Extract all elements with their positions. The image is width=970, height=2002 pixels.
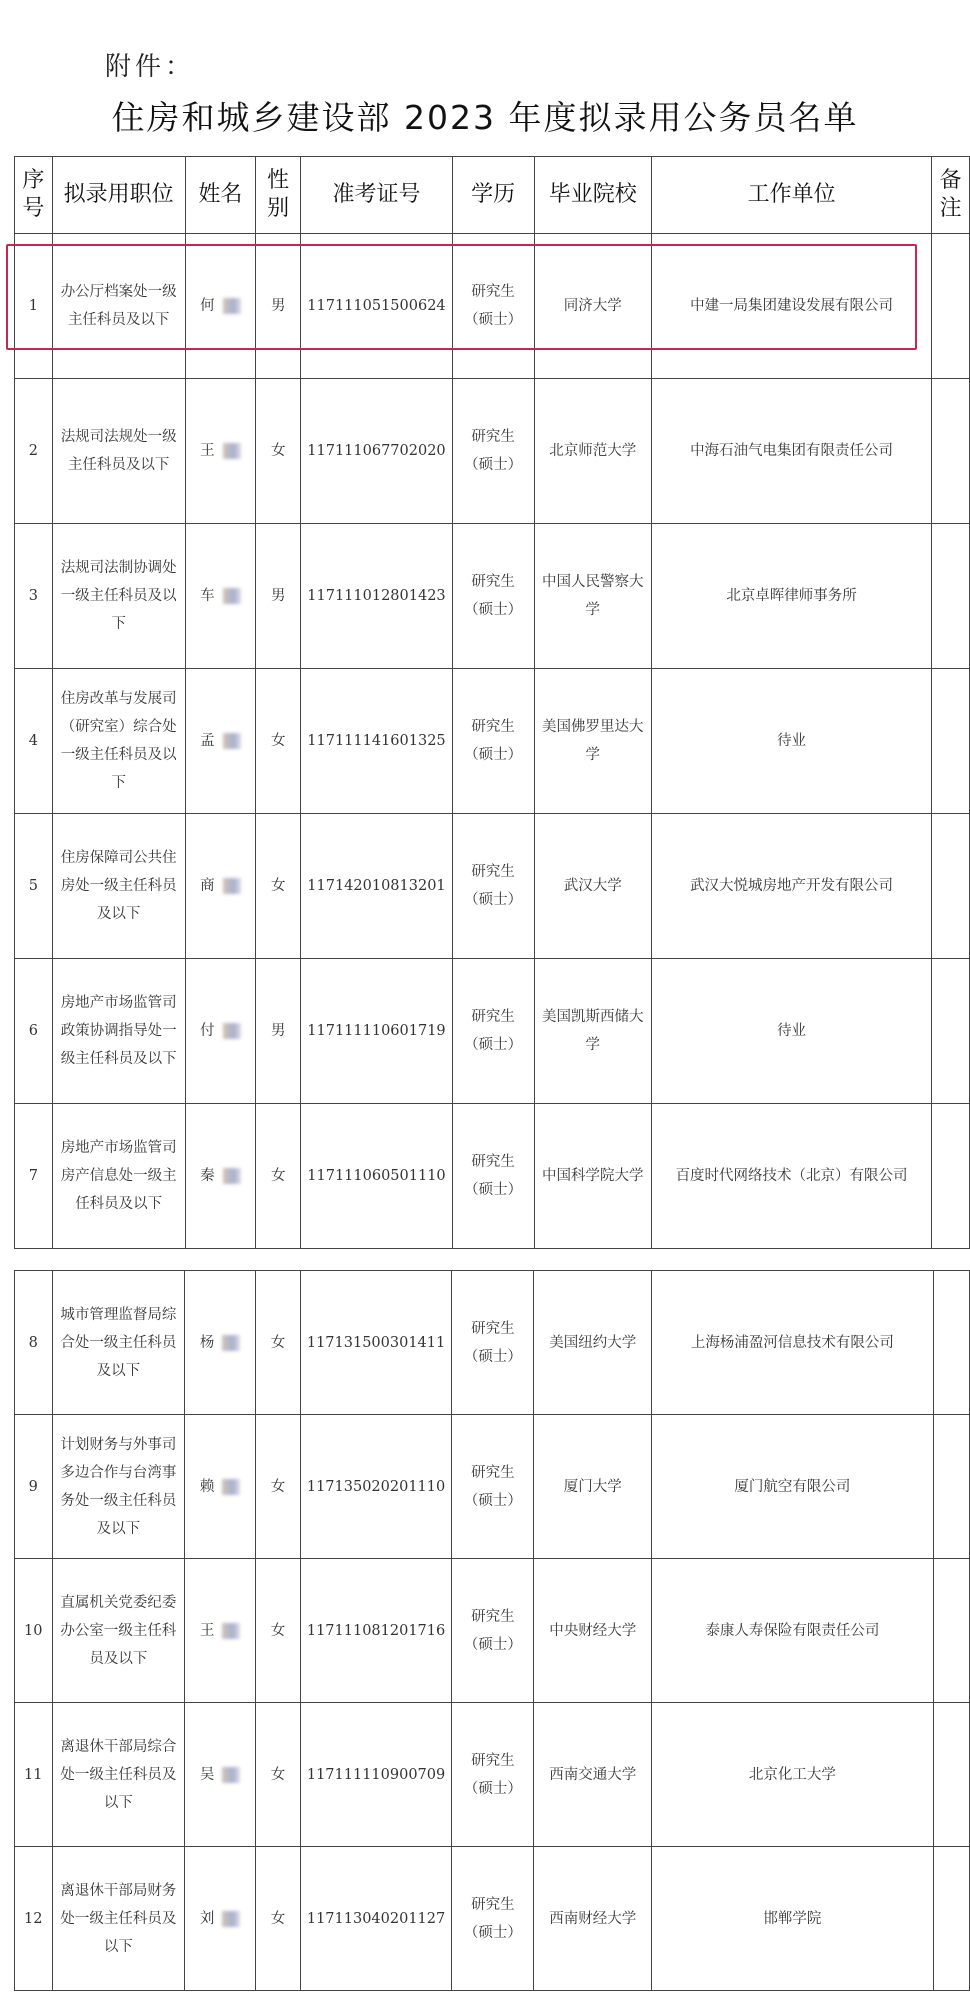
redacted-name-mosaic <box>222 1767 240 1783</box>
row-position-text: 法规司法规处一级主任科员及以下 <box>60 429 177 473</box>
row-school-text: 武汉大学 <box>563 878 622 894</box>
row-sex <box>256 234 301 379</box>
header-unit: 工作单位 <box>651 157 931 234</box>
roster-table-top <box>14 156 970 1249</box>
row-exam-id <box>300 1703 451 1847</box>
row-sex-text: 女 <box>270 443 286 459</box>
page-title: 住房和城乡建设部 2023 年度拟录用公务员名单 <box>111 98 859 137</box>
row-no-text: 3 <box>28 588 38 604</box>
row-sex-text: 男 <box>270 588 286 604</box>
row-position <box>52 1847 185 1991</box>
row-name <box>185 1847 256 1991</box>
row-education-text: 研究生（硕士） <box>464 1154 523 1198</box>
row-education <box>452 959 534 1104</box>
header-position: 拟录用职位 <box>52 157 185 234</box>
row-school-text: 中国人民警察大学 <box>542 574 644 618</box>
row-exam-id-text: 117135020201110 <box>306 1478 446 1495</box>
row-unit <box>651 524 931 669</box>
row-unit-text: 上海杨浦盈河信息技术有限公司 <box>690 1334 894 1351</box>
row-position <box>52 1559 185 1703</box>
redacted-name-mosaic <box>222 1623 240 1639</box>
row-exam-id <box>301 524 452 669</box>
row-no-text: 12 <box>24 1910 43 1927</box>
header-no-text: 序号 <box>22 168 45 221</box>
row-sex-text: 女 <box>270 733 286 749</box>
row-no <box>15 814 53 959</box>
row-no <box>15 669 53 814</box>
header-no <box>15 157 53 234</box>
row-position <box>52 379 185 524</box>
row-position-text: 房地产市场监管司政策协调指导处一级主任科员及以下 <box>60 995 177 1067</box>
row-education-text: 研究生（硕士） <box>464 284 523 328</box>
header-education: 学历 <box>452 157 534 234</box>
row-sex-text: 女 <box>270 1334 286 1351</box>
row-note <box>932 1104 970 1249</box>
row-education-text: 研究生（硕士） <box>463 1608 522 1653</box>
row-note <box>932 669 970 814</box>
row-unit <box>651 234 931 379</box>
roster-table-bottom <box>14 1270 970 1991</box>
row-education <box>452 379 534 524</box>
row-unit-text: 北京卓晖律师事务所 <box>726 588 857 604</box>
row-unit <box>652 1271 933 1415</box>
table-header-row <box>15 157 970 234</box>
row-school-text: 中央财经大学 <box>549 1622 637 1639</box>
row-name <box>185 1104 256 1249</box>
table-row <box>15 1559 970 1703</box>
row-school <box>534 379 651 524</box>
row-unit <box>651 814 931 959</box>
row-no-text: 2 <box>28 443 38 459</box>
row-no-text: 9 <box>28 1478 38 1495</box>
row-position <box>52 1703 185 1847</box>
row-note <box>932 379 970 524</box>
row-school-text: 厦门大学 <box>563 1478 622 1495</box>
row-sex-text: 女 <box>270 1478 286 1495</box>
row-note <box>932 959 970 1104</box>
header-exam-id: 准考证号 <box>301 157 452 234</box>
row-school-text: 美国纽约大学 <box>549 1334 637 1351</box>
row-education <box>452 1104 534 1249</box>
redacted-name-mosaic <box>223 443 241 459</box>
row-sex <box>256 814 301 959</box>
row-name <box>185 814 256 959</box>
row-note <box>932 234 970 379</box>
row-unit <box>651 1104 931 1249</box>
row-school-text: 美国佛罗里达大学 <box>542 719 644 763</box>
header-school: 毕业院校 <box>534 157 651 234</box>
row-education <box>452 1271 534 1415</box>
row-no <box>15 1104 53 1249</box>
row-unit <box>652 1847 933 1991</box>
row-position <box>52 524 185 669</box>
row-name-text: 刘 <box>199 1910 215 1927</box>
row-exam-id <box>301 379 452 524</box>
row-name-text: 车 <box>200 588 215 604</box>
row-unit <box>651 669 931 814</box>
table-row <box>15 524 970 669</box>
row-position-text: 城市管理监督局综合处一级主任科员及以下 <box>60 1306 177 1379</box>
row-school <box>534 1703 652 1847</box>
redacted-name-mosaic <box>223 878 241 894</box>
row-sex-text: 女 <box>270 1622 286 1639</box>
row-position-text: 住房保障司公共住房处一级主任科员及以下 <box>60 850 177 922</box>
table-row <box>15 1703 970 1847</box>
row-name <box>185 1559 256 1703</box>
row-exam-id-text: 117111110900709 <box>306 1766 446 1783</box>
table-row <box>15 959 970 1104</box>
row-name-text: 王 <box>200 443 215 459</box>
row-no <box>15 524 53 669</box>
row-education-text: 研究生（硕士） <box>463 1320 522 1365</box>
row-position <box>52 814 185 959</box>
row-school <box>534 1271 652 1415</box>
row-sex <box>256 524 301 669</box>
row-sex-text: 男 <box>270 1023 286 1039</box>
redacted-name-mosaic <box>223 1023 241 1039</box>
row-position-text: 房地产市场监管司房产信息处一级主任科员及以下 <box>60 1140 177 1212</box>
row-no <box>15 1271 53 1415</box>
row-sex <box>256 1559 301 1703</box>
row-education <box>452 234 534 379</box>
row-no-text: 8 <box>28 1334 38 1351</box>
row-unit <box>651 959 931 1104</box>
row-school <box>534 1415 652 1559</box>
row-note <box>933 1847 969 1991</box>
row-exam-id-text: 117113040201127 <box>306 1910 446 1927</box>
row-unit <box>652 1559 933 1703</box>
row-position-text: 法规司法制协调处一级主任科员及以下 <box>60 560 177 632</box>
row-school <box>534 814 651 959</box>
row-sex <box>256 1847 301 1991</box>
table-row <box>15 1847 970 1991</box>
row-exam-id-text: 117111060501110 <box>307 1168 446 1184</box>
redacted-name-mosaic <box>223 298 241 314</box>
row-name-text: 赖 <box>199 1478 215 1495</box>
row-school <box>534 524 651 669</box>
row-education <box>452 1415 534 1559</box>
row-no <box>15 1559 53 1703</box>
table-row <box>15 1415 970 1559</box>
row-education-text: 研究生（硕士） <box>463 1752 522 1797</box>
redacted-name-mosaic <box>223 733 241 749</box>
row-school-text: 北京师范大学 <box>549 443 637 459</box>
row-no <box>15 1415 53 1559</box>
row-education-text: 研究生（硕士） <box>463 1464 522 1509</box>
redacted-name-mosaic <box>222 1335 240 1351</box>
row-sex-text: 女 <box>270 1910 286 1927</box>
row-school <box>534 1847 652 1991</box>
row-position-text: 办公厅档案处一级主任科员及以下 <box>60 284 177 328</box>
row-education-text: 研究生（硕士） <box>464 864 523 908</box>
row-education <box>452 524 534 669</box>
row-school-text: 美国凯斯西储大学 <box>542 1009 644 1053</box>
row-unit <box>651 379 931 524</box>
row-position <box>52 959 185 1104</box>
row-sex <box>256 1271 301 1415</box>
row-exam-id-text: 117111110601719 <box>307 1023 446 1039</box>
row-sex-text: 女 <box>270 1766 286 1783</box>
row-unit-text: 待业 <box>777 733 807 749</box>
row-school <box>534 959 651 1104</box>
redacted-name-mosaic <box>223 588 241 604</box>
row-position <box>52 1271 185 1415</box>
row-unit-text: 待业 <box>777 1023 807 1039</box>
row-unit-text: 武汉大悦城房地产开发有限公司 <box>690 878 894 894</box>
table-row <box>15 814 970 959</box>
table-row <box>15 379 970 524</box>
table-row <box>15 669 970 814</box>
row-name <box>185 234 256 379</box>
row-name-text: 王 <box>199 1622 215 1639</box>
row-school-text: 同济大学 <box>563 298 622 314</box>
row-unit <box>652 1703 933 1847</box>
row-position-text: 离退休干部局综合处一级主任科员及以下 <box>60 1738 177 1811</box>
row-sex <box>256 1104 301 1249</box>
row-school <box>534 1559 652 1703</box>
row-exam-id-text: 117111012801423 <box>307 588 446 604</box>
row-name <box>185 1415 256 1559</box>
row-position-text: 住房改革与发展司（研究室）综合处一级主任科员及以下 <box>60 691 177 791</box>
table-row <box>15 1104 970 1249</box>
row-no-text: 6 <box>28 1023 38 1039</box>
row-education-text: 研究生（硕士） <box>464 719 523 763</box>
row-education <box>452 1847 534 1991</box>
row-school <box>534 1104 651 1249</box>
row-education-text: 研究生（硕士） <box>464 429 523 473</box>
row-exam-id <box>300 1415 451 1559</box>
row-no-text: 11 <box>24 1766 43 1783</box>
row-position-text: 离退休干部局财务处一级主任科员及以下 <box>60 1882 177 1955</box>
row-exam-id <box>300 1559 451 1703</box>
row-no <box>15 1847 53 1991</box>
redacted-name-mosaic <box>222 1479 240 1495</box>
header-sex: 性别 <box>256 157 301 234</box>
row-school-text: 西南财经大学 <box>549 1910 637 1927</box>
row-name-text: 商 <box>200 878 215 894</box>
row-sex <box>256 959 301 1104</box>
row-exam-id-text: 117111051500624 <box>307 298 446 314</box>
redacted-name-mosaic <box>223 1168 241 1184</box>
row-exam-id <box>301 814 452 959</box>
row-education-text: 研究生（硕士） <box>464 574 523 618</box>
row-name <box>185 959 256 1104</box>
row-no-text: 5 <box>28 878 38 894</box>
row-no <box>15 959 53 1104</box>
row-name <box>185 1703 256 1847</box>
row-name <box>185 669 256 814</box>
row-sex <box>256 1415 301 1559</box>
row-name-text: 孟 <box>200 733 215 749</box>
redacted-name-mosaic <box>222 1911 240 1927</box>
row-unit-text: 中建一局集团建设发展有限公司 <box>690 298 894 314</box>
row-sex <box>256 379 301 524</box>
row-sex-text: 女 <box>270 878 286 894</box>
row-sex <box>256 1703 301 1847</box>
row-exam-id-text: 117111067702020 <box>307 443 446 459</box>
row-sex <box>256 669 301 814</box>
row-position <box>52 669 185 814</box>
row-exam-id-text: 117111141601325 <box>307 733 446 749</box>
row-note <box>933 1559 969 1703</box>
row-no-text: 7 <box>28 1168 38 1184</box>
row-name <box>185 524 256 669</box>
row-school-text: 西南交通大学 <box>549 1766 637 1783</box>
row-school <box>534 234 651 379</box>
row-no-text: 1 <box>28 298 38 314</box>
row-note <box>933 1415 969 1559</box>
row-sex-text: 女 <box>270 1168 286 1184</box>
row-unit <box>652 1415 933 1559</box>
row-unit-text: 中海石油气电集团有限责任公司 <box>690 443 894 459</box>
row-no <box>15 1703 53 1847</box>
table-row <box>15 234 970 379</box>
row-unit-text: 邯郸学院 <box>763 1910 822 1927</box>
header-name: 姓名 <box>185 157 256 234</box>
row-school <box>534 669 651 814</box>
attachment-label: 附件： <box>105 52 196 82</box>
row-name <box>185 1271 256 1415</box>
row-exam-id <box>301 669 452 814</box>
row-name-text: 秦 <box>200 1168 215 1184</box>
row-education <box>452 814 534 959</box>
row-unit-text: 北京化工大学 <box>748 1766 836 1783</box>
row-name <box>185 379 256 524</box>
row-exam-id <box>301 234 452 379</box>
row-note <box>932 814 970 959</box>
row-position-text: 计划财务与外事司多边合作与台湾事务处一级主任科员及以下 <box>60 1436 177 1537</box>
row-exam-id <box>300 1847 451 1991</box>
row-exam-id-text: 117131500301411 <box>306 1334 446 1351</box>
row-position <box>52 1415 185 1559</box>
row-sex-text: 男 <box>270 298 286 314</box>
row-name-text: 付 <box>200 1023 215 1039</box>
row-exam-id <box>300 1271 451 1415</box>
row-name-text: 吴 <box>199 1766 215 1783</box>
row-position <box>52 1104 185 1249</box>
row-exam-id <box>301 1104 452 1249</box>
table-row <box>15 1271 970 1415</box>
row-unit-text: 厦门航空有限公司 <box>734 1478 851 1495</box>
row-note <box>933 1703 969 1847</box>
row-education-text: 研究生（硕士） <box>463 1896 522 1941</box>
row-no <box>15 234 53 379</box>
row-exam-id-text: 117142010813201 <box>307 878 446 894</box>
row-note <box>933 1271 969 1415</box>
row-no <box>15 379 53 524</box>
row-unit-text: 泰康人寿保险有限责任公司 <box>705 1622 880 1639</box>
row-unit-text: 百度时代网络技术（北京）有限公司 <box>675 1168 908 1184</box>
row-position <box>52 234 185 379</box>
row-name-text: 杨 <box>199 1334 215 1351</box>
row-note <box>932 524 970 669</box>
header-note: 备注 <box>932 157 970 234</box>
row-position-text: 直属机关党委纪委办公室一级主任科员及以下 <box>60 1594 177 1667</box>
row-education <box>452 669 534 814</box>
row-school-text: 中国科学院大学 <box>542 1168 644 1184</box>
row-education <box>452 1703 534 1847</box>
row-exam-id <box>301 959 452 1104</box>
row-exam-id-text: 117111081201716 <box>306 1622 446 1639</box>
row-no-text: 4 <box>28 733 38 749</box>
row-education <box>452 1559 534 1703</box>
row-name-text: 何 <box>200 298 215 314</box>
row-no-text: 10 <box>24 1622 43 1639</box>
row-education-text: 研究生（硕士） <box>464 1009 523 1053</box>
